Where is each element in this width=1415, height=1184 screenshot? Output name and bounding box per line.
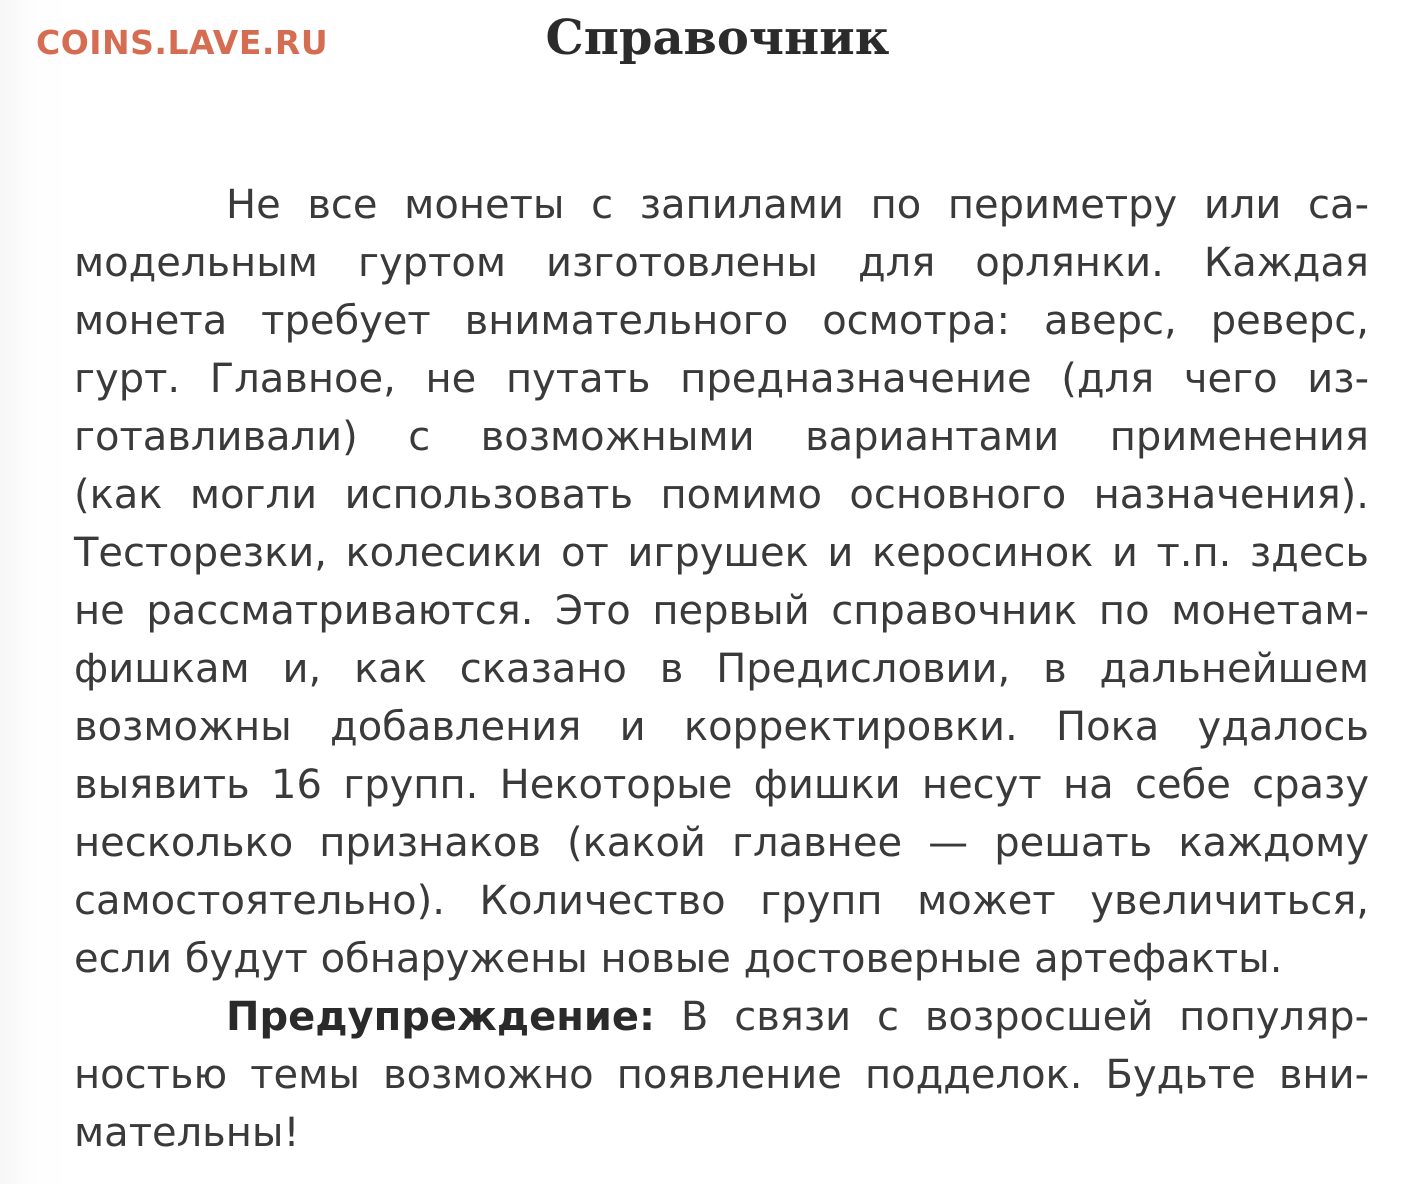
text-line: несколько признаков (какой главнее — решать каждому (74, 820, 1369, 866)
text-line: выявить 16 групп. Некоторые фишки несут на себе сразу (74, 762, 1369, 808)
warning-text: В связи с возросшей популяр- (655, 994, 1369, 1040)
text-line: мательны! (74, 1110, 300, 1156)
text-line: готавливали) с возможными вариантами применения (74, 414, 1369, 460)
text-line: не рассматриваются. Это первый справочник по монетам- (74, 588, 1369, 634)
site-watermark: COINS.LAVE.RU (36, 23, 329, 62)
text-line: возможны добавления и корректировки. Пока удалось (74, 704, 1369, 750)
warning-label: Предупреждение: (226, 994, 656, 1040)
text-line: ностью темы возможно появление подделок. Будьте вни- (74, 1052, 1369, 1098)
text-line: Не все монеты с запилами по периметру или са- (226, 182, 1369, 228)
text-line: модельным гуртом изготовлены для орлянки. Каждая (74, 240, 1369, 286)
text-line: монета требует внимательного осмотра: аверс, реверс, (74, 298, 1369, 344)
text-line: (как могли использовать помимо основного назначения). (74, 472, 1369, 518)
page-title: Справочник (545, 10, 890, 66)
text-line: самостоятельно). Количество групп может увеличиться, (74, 878, 1369, 924)
warning-line (74, 988, 1369, 1046)
body-text (74, 176, 1369, 1162)
text-line: Тесторезки, колесики от игрушек и керосинок и т.п. здесь (74, 530, 1369, 576)
text-line: гурт. Главное, не путать предназначение (для чего из- (74, 356, 1369, 402)
text-line: если будут обнаружены новые достоверные артефакты. (74, 936, 1283, 982)
text-line: фишкам и, как сказано в Предисловии, в дальнейшем (74, 646, 1369, 692)
